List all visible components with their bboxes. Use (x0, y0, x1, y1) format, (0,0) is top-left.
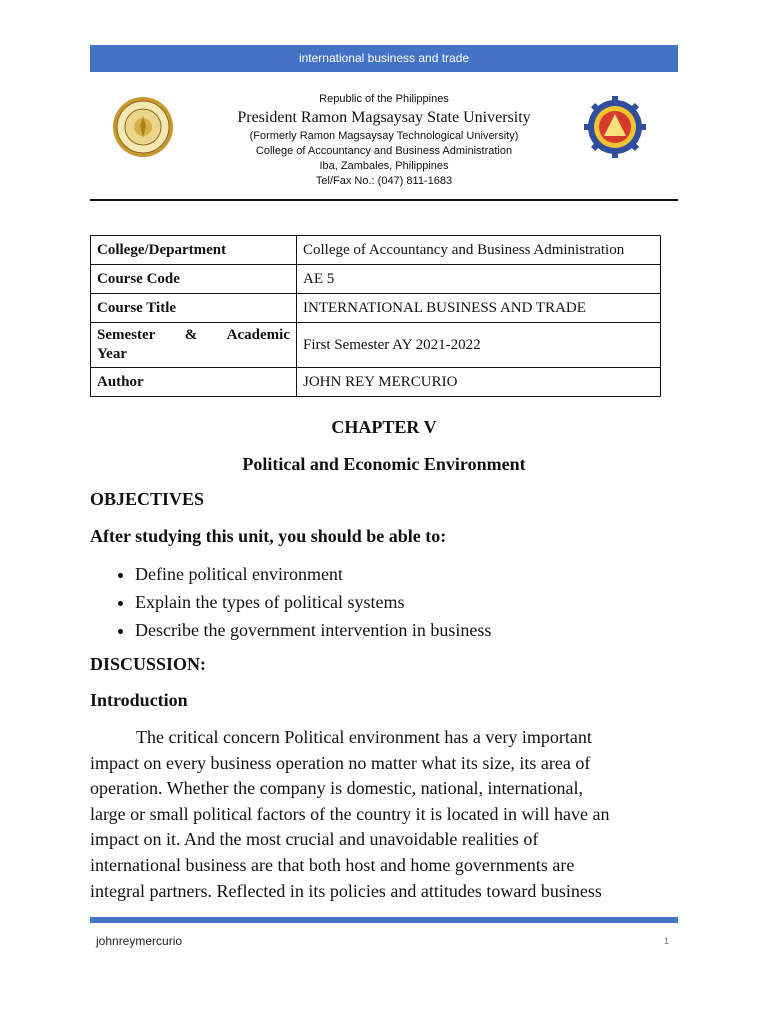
table-value: AE 5 (297, 265, 661, 294)
paragraph-line: integral partners. Reflected in its policies and attitudes toward business (90, 880, 602, 901)
list-item: • Define political environment (135, 560, 491, 588)
objectives-list (90, 560, 491, 644)
college-seal-icon (584, 96, 646, 158)
table-key-part: Semester (97, 327, 156, 343)
republic-line: Republic of the Philippines (319, 93, 449, 105)
table-row (91, 294, 661, 323)
paragraph-line: The critical concern Political environment has a very important (136, 727, 592, 747)
paragraph-line: international business are that both host and home governments are (90, 854, 575, 875)
chapter-number: CHAPTER V (331, 417, 437, 437)
university-name: President Ramon Magsaysay State University (237, 109, 531, 126)
table-value: INTERNATIONAL BUSINESS AND TRADE (297, 294, 661, 323)
course-info-table (90, 235, 661, 397)
table-key-part: Academic (226, 327, 290, 343)
table-row (91, 236, 661, 265)
objectives-intro: After studying this unit, you should be able to: (90, 526, 447, 546)
telfax-line: Tel/Fax No.: (047) 811-1683 (315, 175, 453, 187)
header-banner: international business and trade (90, 45, 678, 72)
paragraph-line: impact on every business operation no matter what its size, its area of (90, 752, 591, 773)
discussion-heading: DISCUSSION: (90, 654, 207, 674)
table-key: Course Title (91, 294, 297, 323)
paragraph-line: operation. Whether the company is domestic, national, international, (90, 778, 584, 799)
header-divider (90, 199, 678, 201)
footer-author: johnreymercurio (96, 934, 183, 948)
paragraph-line: impact on it. And the most crucial and unavoidable realities of (90, 829, 539, 850)
footer-bar (90, 917, 678, 923)
table-key-part: & (184, 327, 198, 343)
table-key: College/Department (91, 236, 297, 265)
table-value: College of Accountancy and Business Administration (297, 236, 661, 265)
table-row (91, 368, 661, 397)
table-value: First Semester AY 2021-2022 (297, 323, 661, 368)
table-key-part: Year (97, 346, 127, 362)
table-value: JOHN REY MERCURIO (297, 368, 661, 397)
table-key (91, 323, 297, 368)
chapter-title: Political and Economic Environment (242, 454, 526, 474)
formerly-line: (Formerly Ramon Magsaysay Technological University) (249, 130, 519, 142)
list-item: • Explain the types of political systems (135, 588, 491, 616)
table-row (91, 323, 661, 368)
table-row (91, 265, 661, 294)
objectives-heading: OBJECTIVES (90, 489, 205, 509)
table-key: Course Code (91, 265, 297, 294)
page-number: 1 (664, 936, 670, 946)
university-seal-icon (112, 96, 174, 158)
university-header (190, 92, 578, 189)
table-key: Author (91, 368, 297, 397)
address-line: Iba, Zambales, Philippines (319, 160, 449, 172)
paragraph-line: large or small political factors of the country it is located in will have an (90, 803, 610, 824)
college-line: College of Accountancy and Business Administration (255, 145, 513, 157)
list-item: • Describe the government intervention in business (135, 616, 491, 644)
introduction-paragraph (90, 725, 678, 904)
introduction-heading: Introduction (90, 690, 188, 710)
